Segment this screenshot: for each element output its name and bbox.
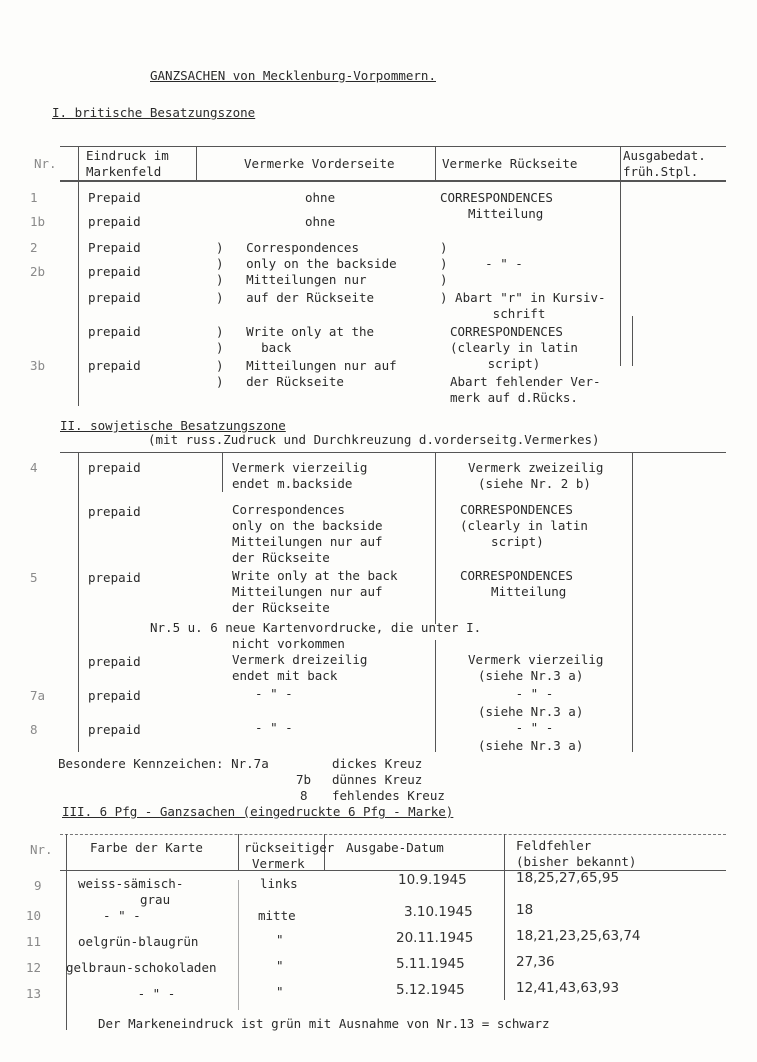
mark-7a: dickes Kreuz — [332, 756, 423, 771]
note-2: nicht vorkommen — [232, 636, 345, 651]
col-back-header: Vermerke Rückseite — [442, 156, 578, 171]
col-imprint-header-2: Markenfeld — [86, 164, 162, 179]
mark-8: fehlendes Kreuz — [332, 788, 445, 803]
mark-7b: dünnes Kreuz — [332, 772, 423, 787]
section-2-heading: II. sowjetische Besatzungszone — [60, 418, 286, 433]
col-imprint-header: Eindruck im — [86, 148, 169, 163]
col-front-header: Vermerke Vorderseite — [244, 156, 395, 171]
section-1-heading: I. britische Besatzungszone — [52, 105, 256, 120]
mark-8-nr: 8 — [300, 788, 308, 803]
note: Nr.5 u. 6 neue Kartenvordrucke, die unter I. — [150, 620, 482, 635]
section-3-heading: III. 6 Pfg - Ganzsachen (eingedruckte 6 Pfg - Marke) — [62, 804, 454, 819]
col-date-header: Ausgabedat. — [623, 148, 706, 163]
section-2-subheading: (mit russ.Zudruck und Durchkreuzung d.vorderseitg.Vermerkes) — [148, 432, 600, 447]
footer-note: Der Markeneindruck ist grün mit Ausnahme von Nr.13 = schwarz — [98, 1016, 550, 1031]
mark-7b-nr: 7b — [296, 772, 312, 787]
col-date-header-2: früh.Stpl. — [623, 164, 699, 179]
marks-label: Besondere Kennzeichen: Nr.7a — [58, 756, 269, 771]
col-nr-header: Nr. — [34, 156, 57, 171]
page-title: GANZSACHEN von Mecklenburg-Vorpommern. — [150, 68, 436, 83]
